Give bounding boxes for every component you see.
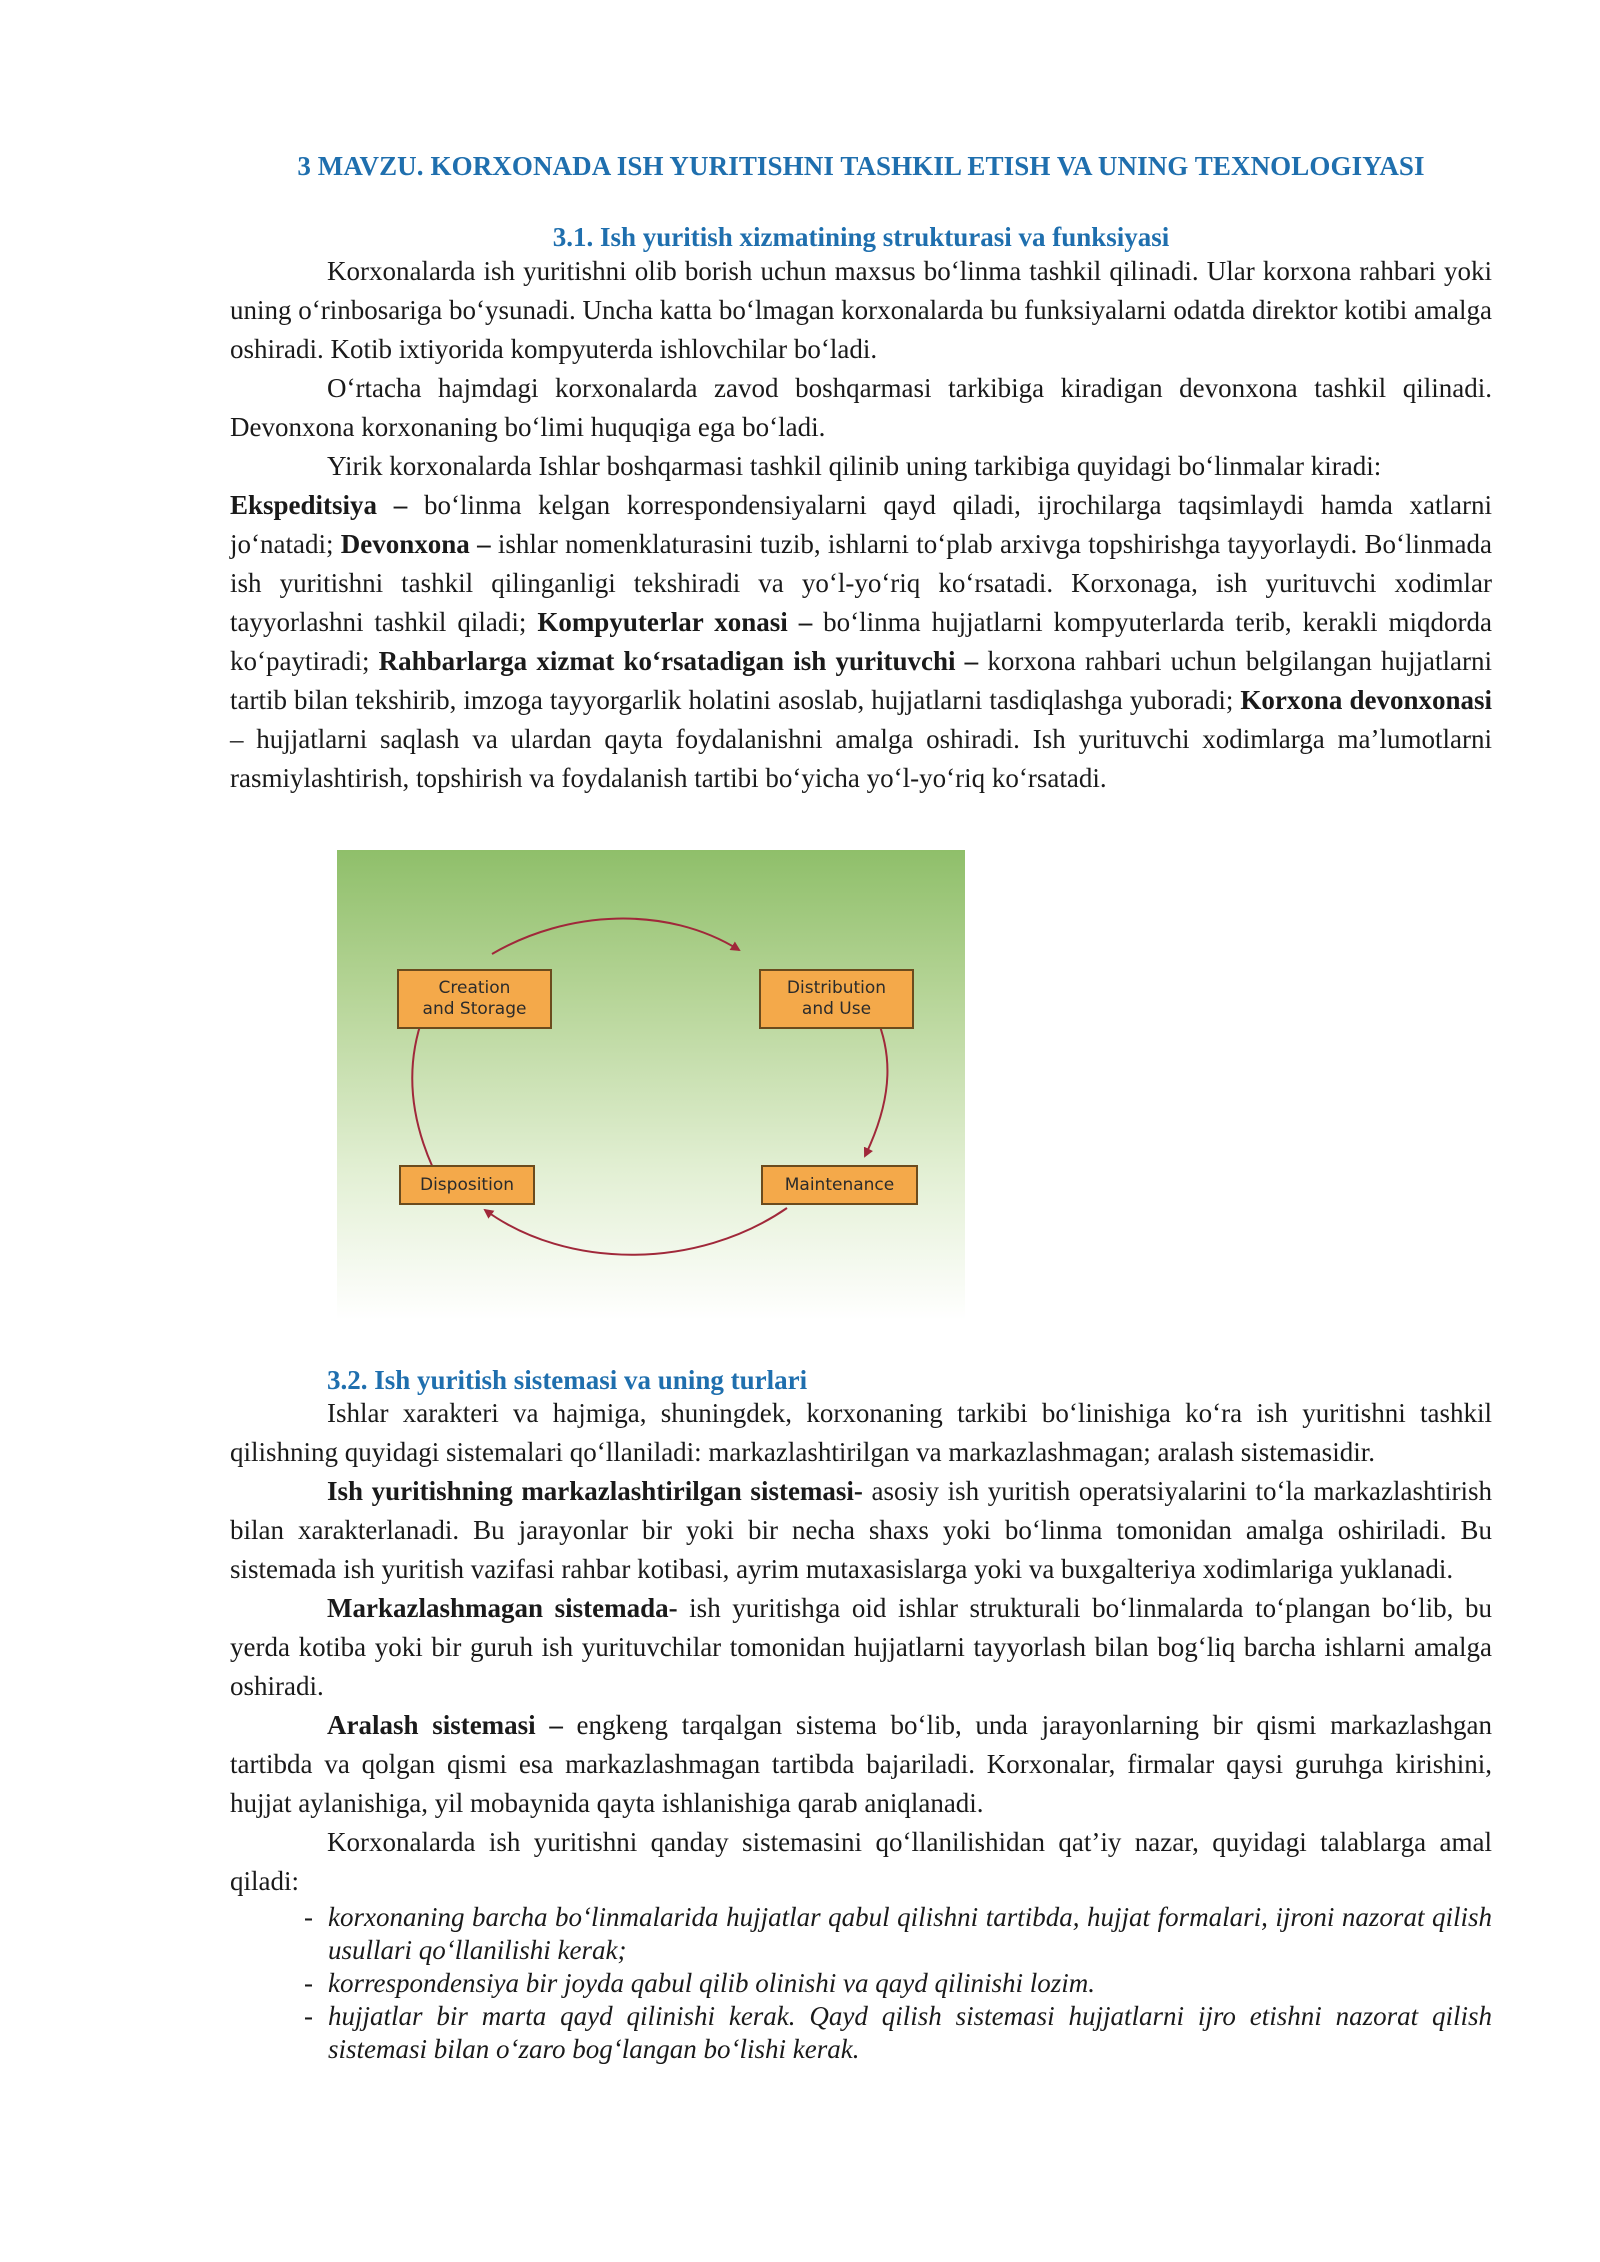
section-heading-3-1: 3.1. Ish yuritish xizmatining strukturasi va funksiyasi (552, 222, 1170, 252)
paragraph: Korxonalarda ish yuritishni qanday sistemasini qo‘llanilishidan qat’iy nazar, quyidagi talablarga amal qiladi: (230, 1827, 1492, 1896)
dash-marker: - (304, 1902, 313, 1932)
list-item (304, 1901, 1492, 1967)
term-korxona-devonxonasi: Korxona devonxonasi (1240, 685, 1492, 715)
maintenance-box (761, 1165, 918, 1205)
arrow-maintenance-to-disposition (485, 1208, 787, 1255)
term-aralash: Aralash sistemasi – (327, 1710, 563, 1740)
text-span: korxona rahbari uchun belgilangan hujjatlarni tartib bilan tekshirib, imzoga tayyorgarlik holatini asoslab, hujjatlarni tasdiqlashga yuboradi; (230, 646, 1492, 715)
text-span: bo‘linma kelgan korrespondensiyalarni qayd qiladi, ijrochilarga taqsimlaydi hamda xatlarni jo‘natadi; (230, 490, 1492, 559)
dash-marker: - (304, 1968, 313, 1998)
list-item-text: korxonaning barcha bo‘linmalarida hujjatlar qabul qilishni tartibda, hujjat formalari, ijroni nazorat qilish usullari qo‘llanilishi kerak; (328, 1902, 1492, 1965)
cycle-arrows (337, 850, 965, 1320)
list-item-text: korrespondensiya bir joyda qabul qilib olinishi va qayd qilinishi lozim. (328, 1968, 1095, 1998)
text-span: ishlar nomenklaturasini tuzib, ishlarni to‘plab arxivga topshirishga tayyorlaydi. Bo‘linmada ish yuritishni tashkil qilinganligi tekshiradi va yo‘l-yo‘riq ko‘rsatadi. Korxonaga, ish yurituvchi xodimlar tayyorlashni tashkil qiladi; (230, 529, 1492, 637)
section-3-1-body (230, 252, 1492, 798)
term-markazlashmagan: Markazlashmagan sistemada- (327, 1593, 678, 1623)
term-rahbarlarga-xizmat: Rahbarlarga xizmat ko‘rsatadigan ish yurituvchi – (378, 646, 979, 676)
text-span: – hujjatlarni saqlash va ulardan qayta foydalanishni amalga oshiradi. Ish yurituvchi xodimlarga ma’lumotlarni rasmiylashtirish, topshirish va foydalanish tartibi bo‘yicha yo‘l-yo‘riq ko‘rsatadi. (230, 724, 1492, 793)
text-span: bo‘linma hujjatlarni kompyuterlarda terib, kerakli miqdorda ko‘paytiradi; (230, 607, 1492, 676)
section-3-2-body (230, 1394, 1492, 2066)
text-span: asosiy ish yuritish operatsiyalarini to‘la markazlashtirish bilan xarakterlanadi. Bu jarayonlar bir yoki bir necha shaxs yoki bo‘linma tomonidan amalga oshiriladi. Bu sistemada ish yuritish vazifasi rahbar kotibasi, ayrim mutaxasislarga yoki va buxgalteriya xodimlariga yuklanadi. (230, 1476, 1492, 1584)
term-ekspeditsiya: Ekspeditsiya – (230, 490, 408, 520)
distribution-and-use-box (759, 969, 914, 1029)
records-lifecycle-diagram (337, 850, 965, 1320)
arrow-creation-to-distribution (492, 919, 739, 954)
requirements-list (230, 1901, 1492, 2066)
list-item (304, 2000, 1492, 2066)
paragraph (230, 1472, 1492, 1589)
term-kompyuterlar-xonasi: Kompyuterlar xonasi – (537, 607, 813, 637)
box-label: Creation and Storage (422, 978, 527, 1019)
paragraph: Yirik korxonalarda Ishlar boshqarmasi tashkil qilinib uning tarkibiga quyidagi bo‘linmalar kiradi: (327, 451, 1382, 481)
paragraph (230, 1589, 1492, 1706)
text-span: ish yuritishga oid ishlar strukturali bo‘linmalarda to‘plangan bo‘lib, bu yerda kotiba yoki bir guruh ish yurituvchilar tomonidan hujjatlarni tayyorlash bilan bog‘liq barcha ishlarni amalga oshiradi. (230, 1593, 1493, 1701)
box-label: Maintenance (784, 1174, 895, 1195)
list-item (304, 1967, 1492, 2000)
box-label: Distribution and Use (786, 978, 887, 1019)
disposition-box (399, 1165, 535, 1205)
paragraph: Ishlar xarakteri va hajmiga, shuningdek, korxonaning tarkibi bo‘linishiga ko‘ra ish yuritishni tashkil qilishning quyidagi sistemalari qo‘llaniladi: markazlashtirilgan va markazlashmagan; aralash sistemasidir. (230, 1398, 1492, 1467)
text-span: engkeng tarqalgan sistema bo‘lib, unda jarayonlarning bir qismi markazlashgan tartibda va qolgan qismi esa markazlashmagan tartibda bajariladi. Korxonalar, firmalar qaysi guruhga kirishini, hujjat aylanishiga, yil mobaynida qayta ishlanishiga qarab aniqlanadi. (230, 1710, 1493, 1818)
creation-and-storage-box (397, 969, 552, 1029)
paragraph: O‘rtacha hajmdagi korxonalarda zavod boshqarmasi tarkibiga kiradigan devonxona tashkil qilinadi. Devonxona korxonaning bo‘limi huquqiga ega bo‘ladi. (230, 373, 1492, 442)
term-devonxona: Devonxona – (340, 529, 491, 559)
section-heading-3-2: 3.2. Ish yuritish sistemasi va uning turlari (327, 1365, 808, 1395)
paragraph (230, 1706, 1492, 1823)
term-markazlashtirilgan: Ish yuritishning markazlashtirilgan sistemasi- (327, 1476, 863, 1506)
box-label: Disposition (419, 1174, 514, 1195)
paragraph: Korxonalarda ish yuritishni olib borish uchun maxsus bo‘linma tashkil qilinadi. Ular korxona rahbari yoki uning o‘rinbosariga bo‘ysunadi. Uncha katta bo‘lmagan korxonalarda bu funksiyalarni odatda direktor kotibi amalga oshiradi. Kotib ixtiyorida kompyuterda ishlovchilar bo‘ladi. (230, 256, 1492, 364)
topic-title: 3 MAVZU. KORXONADA ISH YURITISHNI TASHKIL ETISH VA UNING TEXNOLOGIYASI (297, 151, 1425, 181)
list-item-text: hujjatlar bir marta qayd qilinishi kerak. Qayd qilish sistemasi hujjatlarni ijro etishni nazorat qilish sistemasi bilan o‘zaro bog‘langan bo‘lishi kerak. (328, 2001, 1492, 2064)
paragraph-units (230, 486, 1492, 798)
dash-marker: - (304, 2001, 313, 2031)
